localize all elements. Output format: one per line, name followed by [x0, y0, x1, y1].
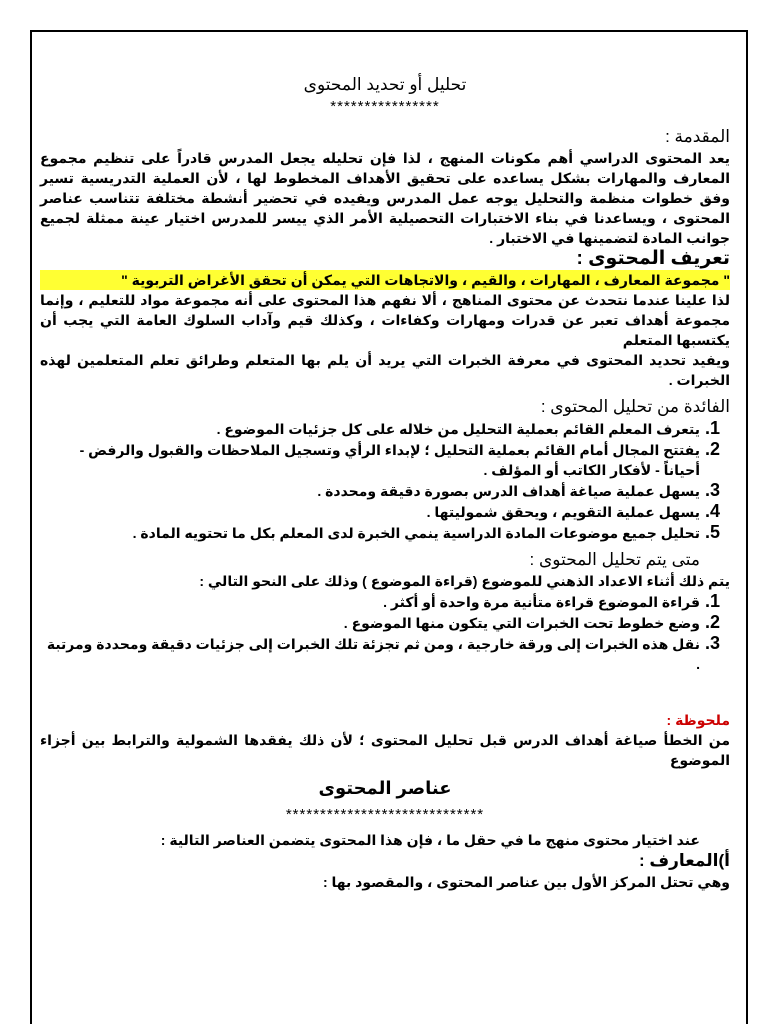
benefits-heading: الفائدة من تحليل المحتوى : [540, 397, 730, 416]
list-item: 2. يفتتح المجال أمام القائم بعملية التحليل ؛ لإبداء الرأي وتسجيل الملاحظات والقبول والرفض - أحياناً - لأفكار الكاتب أو المؤلف . [40, 439, 700, 480]
knowledge-heading: أ)المعارف : [639, 851, 730, 870]
when-lead: يتم ذلك أثناء الاعداد الذهني للموضوع (قراءة الموضوع ) وذلك على النحو التالي : [199, 573, 730, 589]
knowledge-paragraph: وهي تحتل المركز الأول بين عناصر المحتوى ، والمقصود بها : [322, 874, 730, 890]
when-list [40, 591, 730, 674]
intro-paragraph: يعد المحتوى الدراسي أهم مكونات المنهج ، لذا فإن تحليله يجعل المدرس قادراً على تنظيم مجموع المعارف والمهارات بشكل يساعده على تحقيق الأهداف المخطوط لها ، لأن العملية التدريسية تسير وفق خطوات منظمة والتحليل يوجه عمل المدرس ويفيده في تحضير أنشطة مختلفة تتناسب عناصر المحتوى ، ويساعدنا في بناء الاختبارات التحصيلية الأمر الذي ييسر للمدرس اختيار عينة ممثلة لجميع جوانب المادة لتضمينها في الاختبار . [40, 150, 730, 246]
when-heading: متى يتم تحليل المحتوى : [529, 550, 700, 569]
list-item: 2. وضع خطوط تحت الخبرات التي يتكون منها الموضوع . [40, 612, 700, 633]
list-item: 3. نقل هذه الخبرات إلى ورقة خارجية ، ومن ثم تجزئة تلك الخبرات إلى جزئيات دقيقة ومحددة ومرتبة . [40, 633, 700, 674]
note-label: ملحوظة : [666, 712, 730, 728]
list-item: 1. يتعرف المعلم القائم بعملية التحليل من خلاله على كل جزئيات الموضوع . [40, 418, 700, 439]
definition-paragraph-1: لذا علينا عندما نتحدث عن محتوى المناهج ، ألا نفهم هذا المحتوى على أنه مجموعة مواد للتعليم ، وإنما مجموعة أهداف تعبر عن قدرات ومهارات وكفاءات ، وكذلك قيم وآداب السلوك العامة التي يجب أن يكتسبها المتعلم [40, 292, 730, 348]
title-separator: **************** [330, 98, 440, 115]
definition-paragraph-2: ويفيد تحديد المحتوى في معرفة الخبرات التي يريد أن يلم بها المتعلم وطرائق تعلم المتعلمين لهذه الخبرات . [40, 352, 730, 388]
benefits-list [40, 418, 730, 543]
intro-heading: المقدمة : [665, 127, 730, 146]
document-body [40, 40, 730, 892]
definition-heading: تعريف المحتوى : [576, 248, 730, 269]
list-item: 5. تحليل جميع موضوعات المادة الدراسية ينمي الخبرة لدى المعلم بكل ما تحتويه المادة . [40, 522, 700, 543]
document-title: تحليل أو تحديد المحتوى [303, 75, 467, 94]
list-item: 4. يسهل عملية التقويم ، ويحقق شموليتها . [40, 501, 700, 522]
definition-highlight: " مجموعة المعارف ، المهارات ، والقيم ، والاتجاهات التي يمكن أن تحقق الأغراض التربوية " [40, 270, 730, 290]
elements-heading: عناصر المحتوى [318, 778, 452, 798]
list-item: 3. يسهل عملية صياغة أهداف الدرس بصورة دقيقة ومحددة . [40, 480, 700, 501]
elements-lead: عند اختيار محتوى منهج ما في حقل ما ، فإن هذا المحتوى يتضمن العناصر التالية : [160, 832, 700, 848]
elements-separator: ***************************** [285, 806, 485, 823]
note-paragraph: من الخطأ صياغة أهداف الدرس قبل تحليل المحتوى ؛ لأن ذلك يفقدها الشمولية والترابط بين أجزاء الموضوع [40, 732, 730, 768]
list-item: 1. قراءة الموضوع قراءة متأنية مرة واحدة أو أكثر . [40, 591, 700, 612]
